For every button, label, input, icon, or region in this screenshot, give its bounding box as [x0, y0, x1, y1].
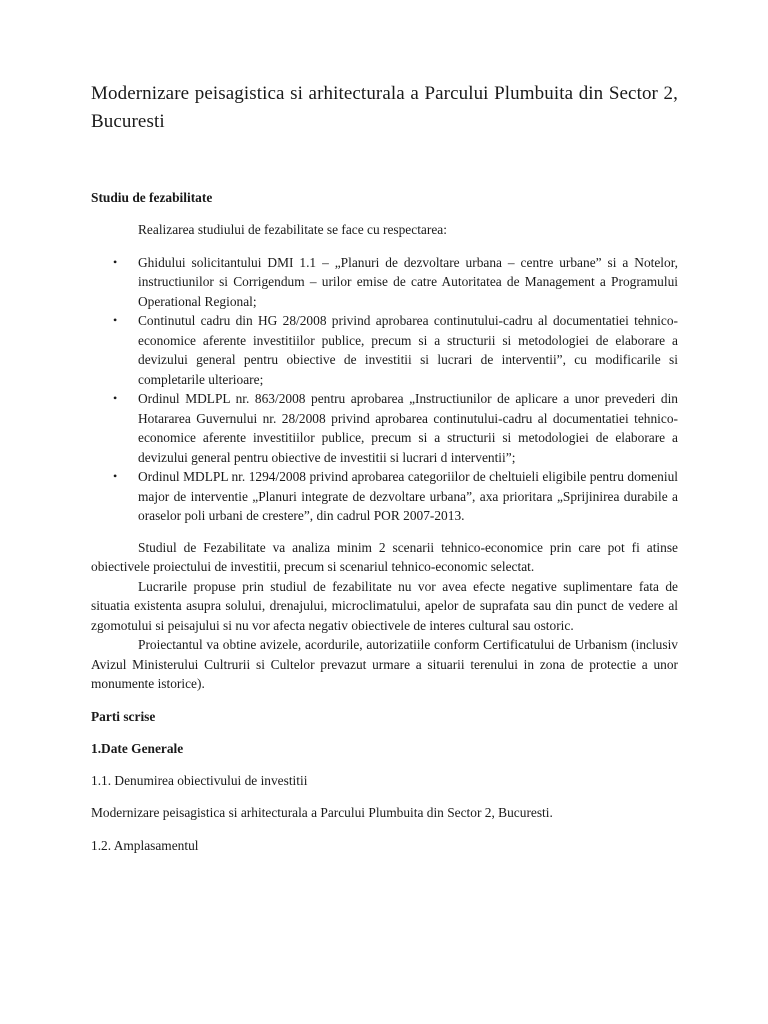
- feasibility-intro: Realizarea studiului de fezabilitate se face cu respectarea:: [138, 222, 447, 237]
- document-title: Modernizare peisagistica si arhitecturala a Parcului Plumbuita din Sector 2, Bucuresti: [91, 83, 678, 132]
- requirements-list: [91, 253, 678, 526]
- bullet-icon: •: [113, 469, 118, 483]
- bullet-icon: •: [113, 313, 118, 327]
- document-body: [91, 80, 678, 855]
- section-heading-written-parts: Parti scrise: [91, 708, 156, 724]
- list-item-text: Continutul cadru din HG 28/2008 privind aprobarea continutului-cadru al documentatiei tehnico-economice aferente investitiilor publice, precum si a structurii si metodologiei de elaborare a devizului general pentru obiective de investitii si lucrari de interventii”, cu modificarile si completarile ulterioare;: [138, 313, 678, 387]
- section-heading-feasibility: Studiu de fezabilitate: [91, 190, 213, 205]
- list-item: [91, 311, 678, 389]
- objective-name-text: Modernizare peisagistica si arhitecturala a Parcului Plumbuita din Sector 2, Bucuresti.: [91, 805, 553, 820]
- list-item-text: Ordinul MDLPL nr. 863/2008 pentru aprobarea „Instructiunilor de aplicare a unor prevederi din Hotararea Guvernului nr. 28/2008 privind aprobarea continutului-cadru al documentatiei tehnico-economice aferente investitiilor publice, precum si a structurii si metodologiei de elaborare a devizului general pentru obiective de investitii si lucrari d interventii”;: [138, 391, 678, 465]
- item-heading-objective-name: 1.1. Denumirea obiectivului de investitii: [91, 772, 308, 788]
- section-heading-general-data: 1.Date Generale: [91, 740, 184, 756]
- list-item: [91, 467, 678, 526]
- list-item: [91, 253, 678, 312]
- paragraph-permits: Proiectantul va obtine avizele, acordurile, autorizatiile conform Certificatului de Urbanism (inclusiv Avizul Ministerului Cultrurii si Cultelor prevazut urmare a situarii terenului in zona de protectie a unor monumente istorice).: [91, 637, 678, 691]
- list-item-text: Ghidului solicitantului DMI 1.1 – „Planuri de dezvoltare urbana – centre urbane” si a Notelor, instructiunilor si Corrigendum – urilor emise de catre Autoritatea de Management a Programului Operational Regional;: [138, 254, 678, 309]
- list-item-text: Ordinul MDLPL nr. 1294/2008 privind aprobarea categoriilor de cheltuieli eligibile pentru domeniul major de interventie „Planuri integrate de dezvoltare urbana”, axa prioritara „Sprijinirea durabile a oraselor poli urbani de crestere”, din cadrul POR 2007-2013.: [138, 469, 678, 523]
- paragraph-environmental-effects: Lucrarile propuse prin studiul de fezabilitate nu vor avea efecte negative suplimentare fata de situatia existenta asupra solului, drenajului, microclimatului, apelor de suprafata sau din punct de vedere al zgomotului si peisajului si nu vor afecta negativ obiectivele de interes cultural sau ostoric.: [91, 578, 678, 633]
- item-heading-location: 1.2. Amplasamentul: [91, 837, 199, 853]
- list-item: [91, 389, 678, 467]
- bullet-icon: •: [113, 391, 118, 405]
- paragraph-scenarios: Studiul de Fezabilitate va analiza minim 2 scenarii tehnico-economice prin care pot fi atinse obiectivele proiectului de investitii, precum si scenariul tehnico-economic selectat.: [91, 539, 678, 574]
- bullet-icon: •: [113, 254, 118, 269]
